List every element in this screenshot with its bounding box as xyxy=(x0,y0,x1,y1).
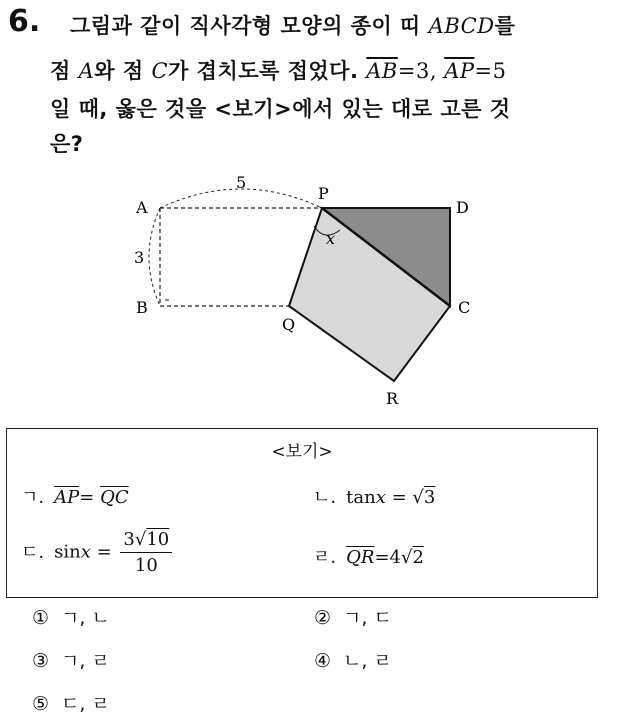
math-abcd: ABCD xyxy=(428,14,495,38)
choice-number: ① xyxy=(32,607,50,629)
math-var-x: x xyxy=(80,541,91,563)
math-eq: = xyxy=(79,487,101,508)
choice-2[interactable] xyxy=(314,603,392,630)
item-label: ㄴ. xyxy=(313,487,337,508)
label-b: B xyxy=(136,298,148,317)
label-length-3: 3 xyxy=(134,248,145,267)
bogi-item-3 xyxy=(21,529,175,576)
math-eq: =4 xyxy=(374,547,401,568)
bogi-item-4 xyxy=(313,543,424,569)
sqrt-3: √3 xyxy=(412,487,436,508)
math-var-x: x xyxy=(375,487,386,508)
choice-text: ㄱ, ㄹ xyxy=(61,650,110,672)
bogi-item-1 xyxy=(21,483,129,509)
fraction-numerator: 3√10 xyxy=(120,529,172,553)
label-r: R xyxy=(386,389,399,408)
choice-number: ③ xyxy=(32,650,50,672)
label-a: A xyxy=(136,198,148,217)
choice-text: ㄱ, ㄴ xyxy=(61,607,110,629)
question-line-4: 은? xyxy=(50,132,84,156)
item-label: ㄷ. xyxy=(21,541,45,563)
math-eq: =5 xyxy=(474,59,507,83)
segment-qr: $\overline{QR}$ xyxy=(346,547,375,568)
question-text: 그림과 같이 직사각형 모양의 종이 띠 xyxy=(70,14,429,38)
question-text: 를 xyxy=(494,14,516,38)
choice-number: ⑤ xyxy=(32,693,50,715)
arc-length-3 xyxy=(149,208,160,306)
question-text: 가 겹치도록 접었다. xyxy=(168,59,367,83)
label-angle-x: x xyxy=(326,229,336,248)
choice-number: ④ xyxy=(314,650,332,672)
label-c: C xyxy=(458,298,471,317)
func-sin: sin xyxy=(54,541,81,563)
fraction-denominator: 10 xyxy=(134,555,158,576)
fraction xyxy=(120,529,172,576)
label-length-5: 5 xyxy=(236,173,247,192)
segment-ab: $\overline{AB}$ xyxy=(366,59,398,83)
math-eq: = xyxy=(90,541,118,563)
math-point-c: C xyxy=(151,59,169,83)
choice-text: ㄷ, ㄹ xyxy=(61,693,110,715)
item-label: ㄹ. xyxy=(313,547,337,568)
question-number: 6. xyxy=(8,4,41,39)
func-tan: tan xyxy=(346,487,376,508)
segment-qc: $\overline{QC}$ xyxy=(100,487,129,508)
segment-ap: $\overline{AP}$ xyxy=(444,59,475,83)
math-eq: =3, xyxy=(397,59,445,83)
bogi-box xyxy=(6,428,598,598)
label-p: P xyxy=(318,184,329,203)
choice-1[interactable] xyxy=(32,603,110,630)
math-point-a: A xyxy=(78,59,95,83)
question-text: 와 점 xyxy=(94,59,152,83)
bogi-item-2 xyxy=(313,483,435,509)
question-text: 점 xyxy=(50,59,79,83)
label-q: Q xyxy=(282,315,296,334)
choice-text: ㄱ, ㄷ xyxy=(343,607,392,629)
question-line-3: 일 때, 옳은 것을 <보기>에서 있는 대로 고른 것 xyxy=(50,97,511,121)
choice-number: ② xyxy=(314,607,332,629)
segment-ap: $\overline{AP}$ xyxy=(54,487,80,508)
choice-4[interactable] xyxy=(314,646,392,673)
sqrt-2: √2 xyxy=(400,547,424,568)
math-eq: = xyxy=(385,487,413,508)
bogi-title: <보기> xyxy=(271,442,333,462)
item-label: ㄱ. xyxy=(21,487,45,508)
choice-text: ㄴ, ㄹ xyxy=(343,650,392,672)
choice-5[interactable] xyxy=(32,689,110,716)
label-d: D xyxy=(456,198,469,217)
choice-3[interactable] xyxy=(32,646,110,673)
